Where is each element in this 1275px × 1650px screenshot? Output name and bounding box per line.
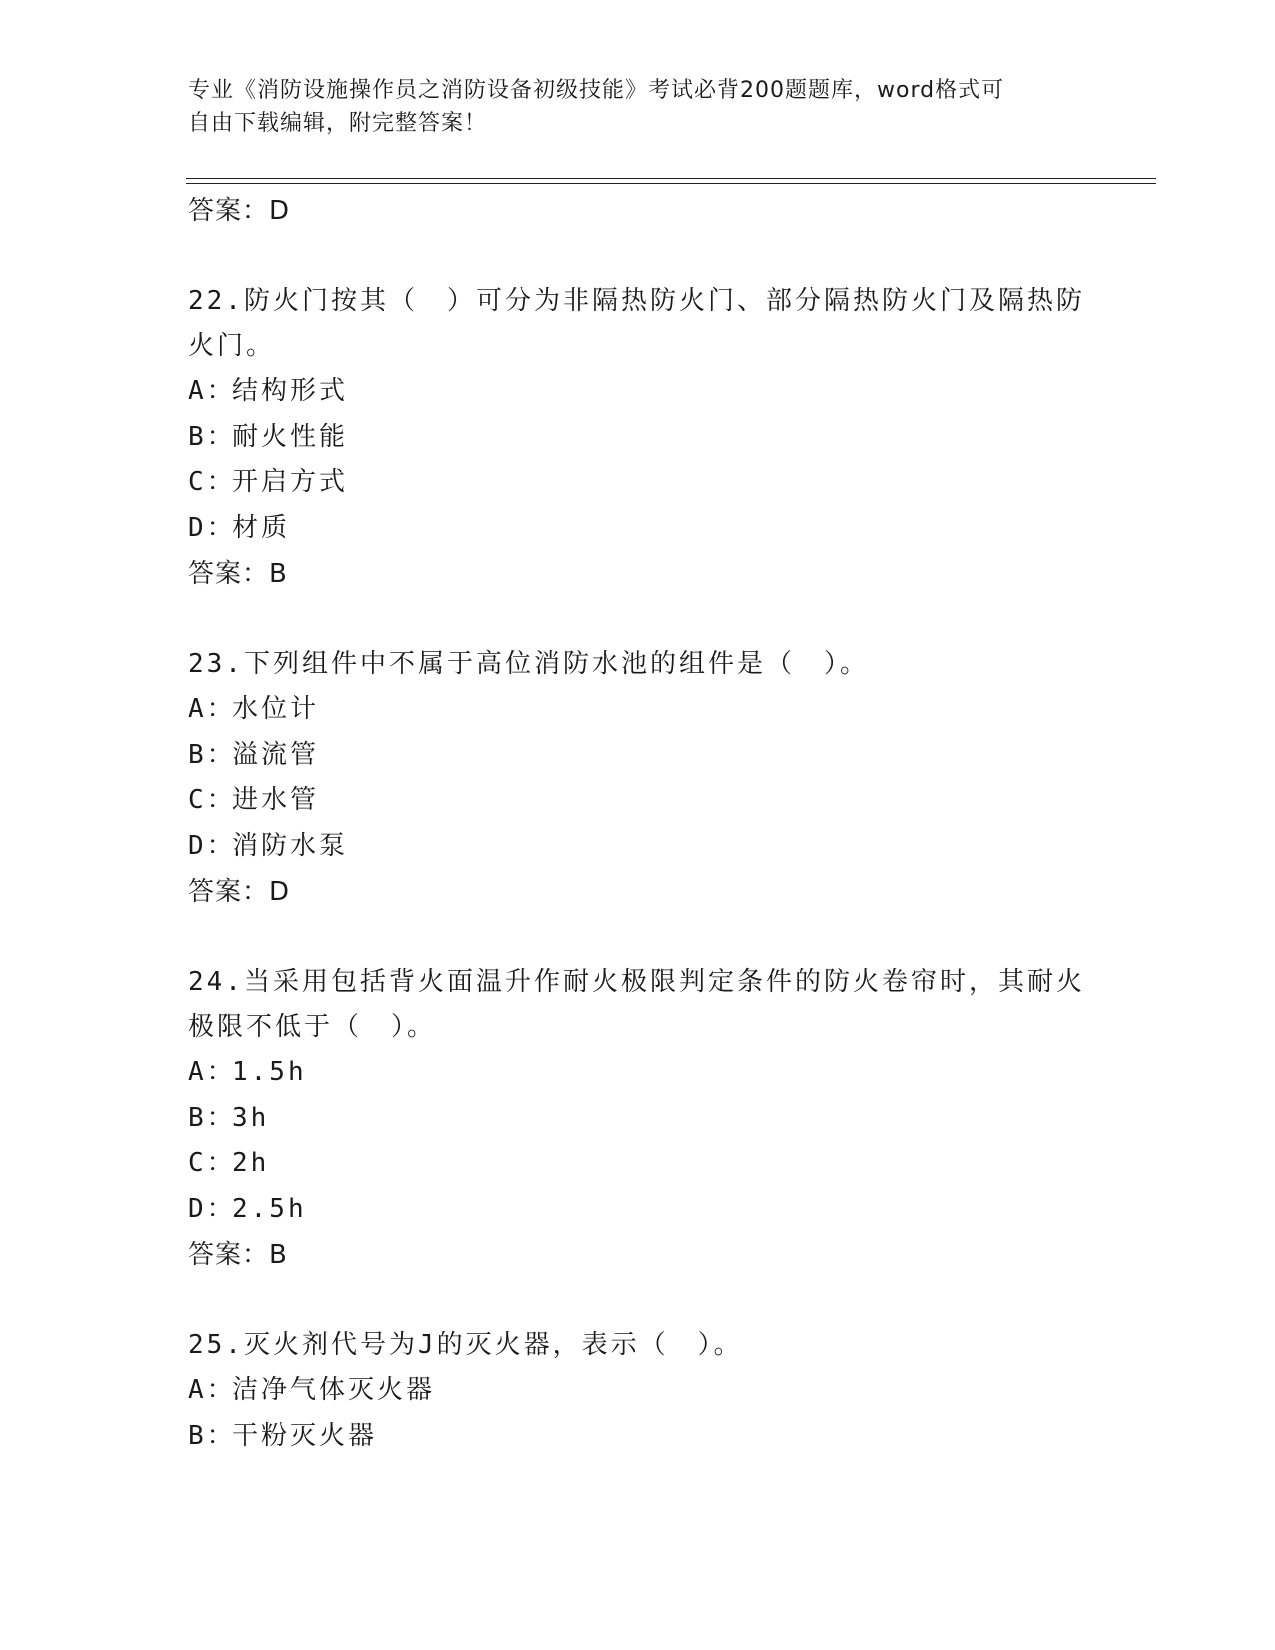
- option-text: 水位计: [232, 694, 320, 724]
- question-text: [188, 279, 1088, 369]
- option-text: 结构形式: [232, 376, 349, 406]
- answer-line: 答案：D: [188, 196, 291, 226]
- option-label: D：: [188, 830, 236, 861]
- option-label: B：: [188, 739, 236, 770]
- option-text: 消防水泵: [232, 830, 349, 861]
- option-text: 2.5h: [232, 1193, 307, 1224]
- option-d: [188, 506, 1088, 552]
- option-label: B：: [188, 1102, 236, 1133]
- option-c: [188, 778, 1088, 824]
- option-d: [188, 824, 1088, 870]
- question-22: [188, 279, 1088, 597]
- option-d: [188, 1187, 1088, 1233]
- header-divider-bottom: [186, 183, 1156, 184]
- option-text: 溢流管: [232, 739, 320, 770]
- option-b: [188, 1414, 1088, 1460]
- option-text: 3h: [232, 1102, 270, 1133]
- question-text-line: 极限不低于（ ）。: [188, 1012, 437, 1042]
- answer-line: 答案：B: [188, 559, 288, 589]
- option-c: [188, 1141, 1088, 1187]
- option-label: B：: [188, 1420, 236, 1451]
- option-a: [188, 1050, 1088, 1096]
- option-label: A：: [188, 694, 236, 724]
- option-a: [188, 369, 1088, 415]
- option-label: B：: [188, 421, 236, 452]
- question-text: [188, 960, 1088, 1050]
- option-a: [188, 687, 1088, 733]
- option-a: [188, 1368, 1088, 1414]
- option-text: 耐火性能: [232, 421, 349, 452]
- question-text-line: 24.当采用包括背火面温升作耐火极限判定条件的防火卷帘时，其耐火: [188, 967, 1085, 997]
- answer-line: 答案：D: [188, 877, 291, 907]
- option-label: D：: [188, 1193, 236, 1224]
- option-label: D：: [188, 512, 236, 543]
- option-b: [188, 1096, 1088, 1142]
- option-b: [188, 415, 1088, 461]
- question-25: [188, 1323, 1088, 1459]
- question-text: [188, 1323, 1088, 1368]
- option-text: 进水管: [232, 785, 320, 815]
- answer-line: 答案：B: [188, 1240, 288, 1270]
- question-text-line: 23.下列组件中不属于高位消防水池的组件是（ ）。: [188, 649, 869, 679]
- header-line-2: 自由下载编辑，附完整答案！: [188, 111, 488, 136]
- option-text: 材质: [232, 512, 291, 543]
- option-text: 2h: [232, 1148, 270, 1178]
- header-line-1: 专业《消防设施操作员之消防设备初级技能》考试必背200题题库，word格式可: [188, 78, 1005, 103]
- document-header: [188, 74, 1068, 140]
- option-label: A：: [188, 1375, 236, 1405]
- option-label: A：: [188, 1057, 236, 1087]
- option-b: [188, 733, 1088, 779]
- option-text: 洁净气体灭火器: [232, 1375, 436, 1405]
- question-24: [188, 960, 1088, 1278]
- option-label: C：: [188, 785, 236, 815]
- question-list: [188, 188, 1088, 1459]
- option-c: [188, 460, 1088, 506]
- question-text-line: 22.防火门按其（ ）可分为非隔热防火门、部分隔热防火门及隔热防: [188, 286, 1085, 316]
- question-23: [188, 642, 1088, 915]
- question-text: [188, 642, 1088, 687]
- question-text-line: 火门。: [188, 331, 276, 361]
- option-label: C：: [188, 467, 236, 497]
- header-divider-top: [186, 178, 1156, 179]
- option-text: 干粉灭火器: [232, 1420, 378, 1451]
- option-label: C：: [188, 1148, 236, 1178]
- option-text: 1.5h: [232, 1057, 307, 1087]
- option-text: 开启方式: [232, 467, 349, 497]
- option-label: A：: [188, 376, 236, 406]
- question-text-line: 25.灭火剂代号为J的灭火器，表示（ ）。: [188, 1330, 743, 1360]
